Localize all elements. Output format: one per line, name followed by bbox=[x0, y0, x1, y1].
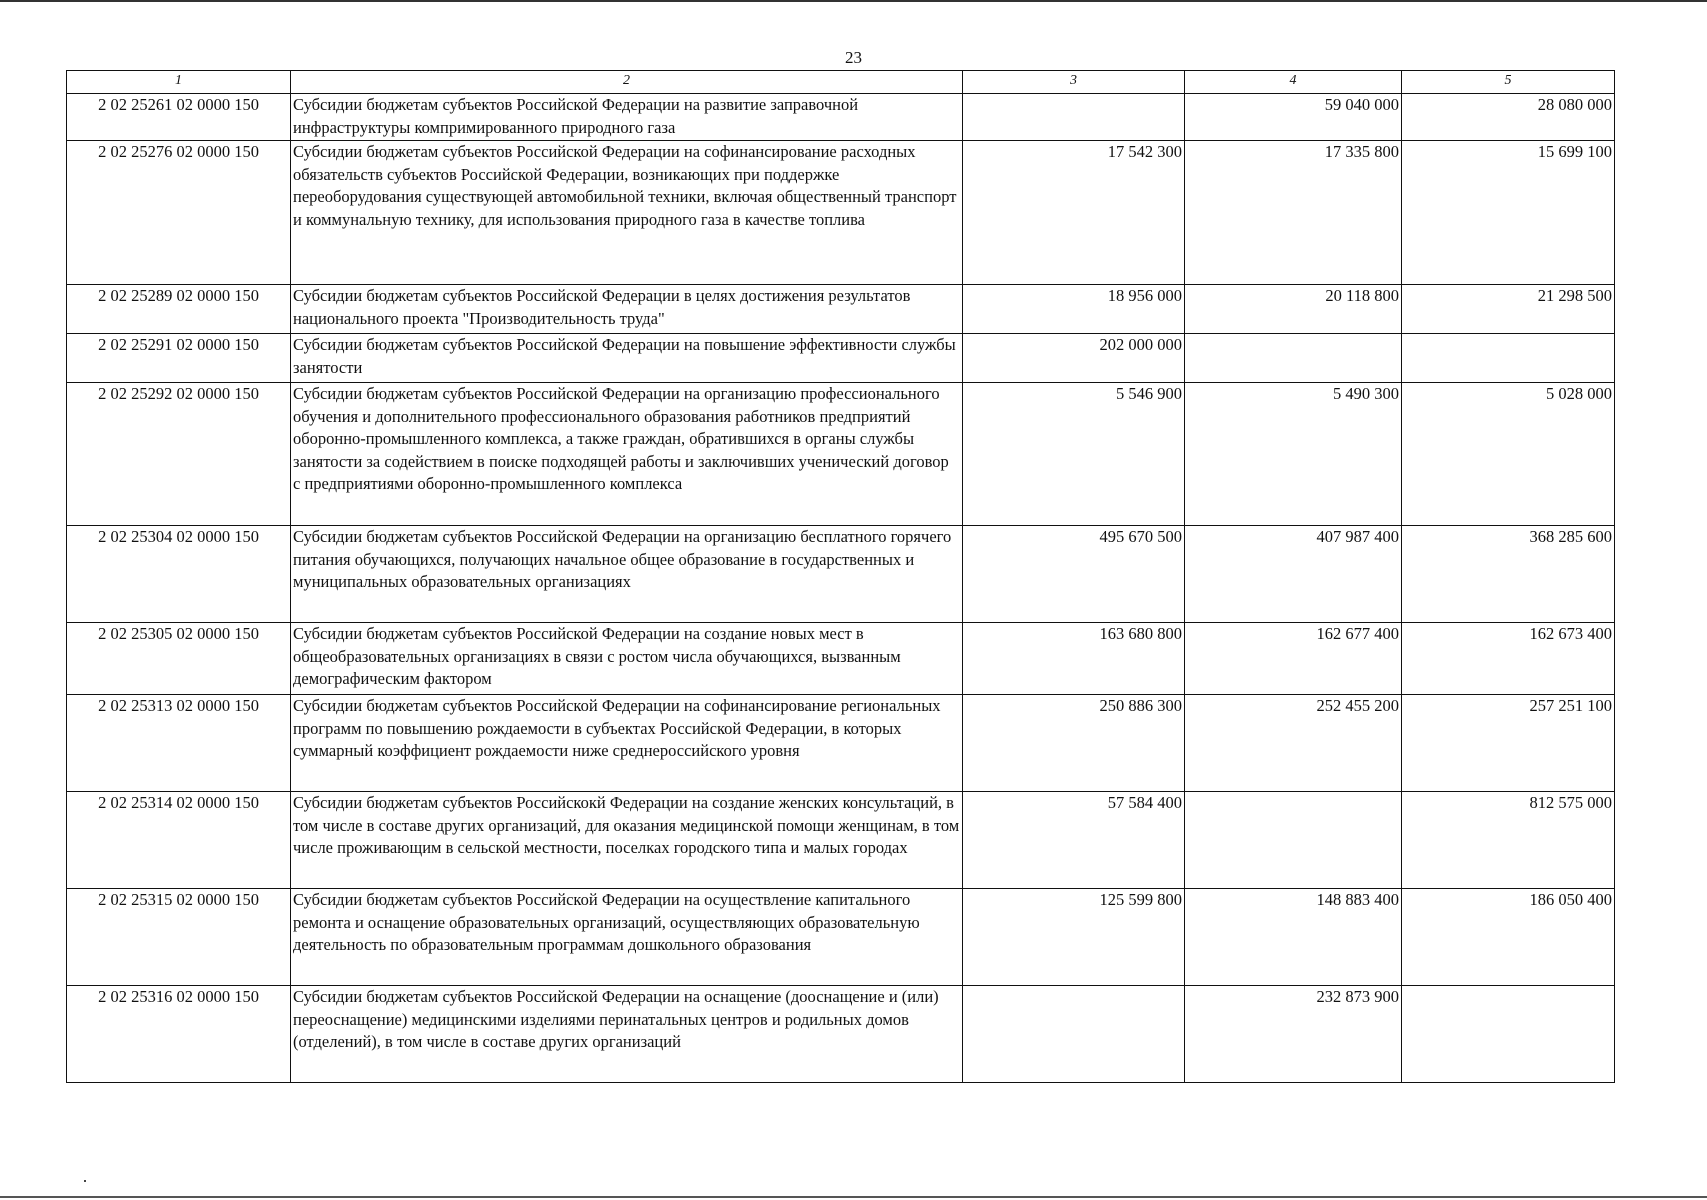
row-code: 2 02 25291 02 0000 150 bbox=[67, 334, 291, 383]
row-value-5: 368 285 600 bbox=[1402, 526, 1615, 623]
table-row bbox=[67, 334, 1615, 383]
table-row bbox=[67, 94, 1615, 141]
row-value-5: 5 028 000 bbox=[1402, 383, 1615, 526]
row-value-5 bbox=[1402, 986, 1615, 1083]
row-name: Субсидии бюджетам субъектов Российской Федерации на организацию бесплатного горячего питания обучающихся, получающих начальное общее образование в государственных и муниципальных образовательных организациях bbox=[291, 526, 963, 623]
row-value-3: 202 000 000 bbox=[963, 334, 1185, 383]
row-value-4: 232 873 900 bbox=[1185, 986, 1402, 1083]
page-number: 23 bbox=[845, 48, 862, 67]
row-value-5: 15 699 100 bbox=[1402, 141, 1615, 285]
row-value-4: 5 490 300 bbox=[1185, 383, 1402, 526]
row-value-3: 57 584 400 bbox=[963, 792, 1185, 889]
row-value-4: 162 677 400 bbox=[1185, 623, 1402, 695]
row-name: Субсидии бюджетам субъектов Российской Федерации в целях достижения результатов национального проекта "Производительность труда" bbox=[291, 285, 963, 334]
row-value-5: 21 298 500 bbox=[1402, 285, 1615, 334]
row-name: Субсидии бюджетам субъектов Российскокй Федерации на создание женских консультаций, в том числе в составе других организаций, для оказания медицинской помощи женщинам, в том числе проживающим в сельской местности, поселках городского типа и малых городах bbox=[291, 792, 963, 889]
row-code: 2 02 25304 02 0000 150 bbox=[67, 526, 291, 623]
table-row bbox=[67, 285, 1615, 334]
row-name: Субсидии бюджетам субъектов Российской Федерации на софинансирование региональных программ по повышению рождаемости в субъектах Российской Федерации, в которых суммарный коэффициент рождаемости ниже среднероссийского уровня bbox=[291, 695, 963, 792]
row-value-5: 812 575 000 bbox=[1402, 792, 1615, 889]
row-code: 2 02 25261 02 0000 150 bbox=[67, 94, 291, 141]
row-value-4: 59 040 000 bbox=[1185, 94, 1402, 141]
table-row bbox=[67, 383, 1615, 526]
row-code: 2 02 25289 02 0000 150 bbox=[67, 285, 291, 334]
row-value-3 bbox=[963, 94, 1185, 141]
column-header-1: 1 bbox=[67, 71, 291, 94]
row-value-4: 17 335 800 bbox=[1185, 141, 1402, 285]
row-name: Субсидии бюджетам субъектов Российской Федерации на организацию профессионального обучения и дополнительного профессионального образования работников предприятий оборонно-промышленного комплекса, а также граждан, обратившихся в органы службы занятости за содействием в поиске подходящей работы и заключивших ученический договор с предприятиями оборонно-промышленного комплекса bbox=[291, 383, 963, 526]
table-row bbox=[67, 986, 1615, 1083]
row-code: 2 02 25314 02 0000 150 bbox=[67, 792, 291, 889]
scan-speck bbox=[84, 1180, 86, 1182]
row-code: 2 02 25316 02 0000 150 bbox=[67, 986, 291, 1083]
row-value-5: 257 251 100 bbox=[1402, 695, 1615, 792]
column-header-5: 5 bbox=[1402, 71, 1615, 94]
row-name: Субсидии бюджетам субъектов Российской Федерации на создание новых мест в общеобразовательных организациях в связи с ростом числа обучающихся, вызванным демографическим фактором bbox=[291, 623, 963, 695]
row-name: Субсидии бюджетам субъектов Российской Федерации на софинансирование расходных обязательств субъектов Российской Федерации, возникающих при поддержке переоборудования существующей автомобильной техники, включая общественный транспорт и коммунальную технику, для использования природного газа в качестве топлива bbox=[291, 141, 963, 285]
column-header-3: 3 bbox=[963, 71, 1185, 94]
row-value-5 bbox=[1402, 334, 1615, 383]
row-value-3: 163 680 800 bbox=[963, 623, 1185, 695]
row-value-3: 5 546 900 bbox=[963, 383, 1185, 526]
budget-table bbox=[66, 70, 1615, 1083]
table-row bbox=[67, 889, 1615, 986]
row-value-4 bbox=[1185, 792, 1402, 889]
row-code: 2 02 25313 02 0000 150 bbox=[67, 695, 291, 792]
row-code: 2 02 25315 02 0000 150 bbox=[67, 889, 291, 986]
row-value-3: 250 886 300 bbox=[963, 695, 1185, 792]
table-row bbox=[67, 695, 1615, 792]
row-name: Субсидии бюджетам субъектов Российской Федерации на повышение эффективности службы занятости bbox=[291, 334, 963, 383]
scan-top-edge bbox=[0, 0, 1707, 2]
row-value-5: 186 050 400 bbox=[1402, 889, 1615, 986]
row-value-3: 17 542 300 bbox=[963, 141, 1185, 285]
row-value-5: 162 673 400 bbox=[1402, 623, 1615, 695]
table-row bbox=[67, 792, 1615, 889]
row-value-4: 407 987 400 bbox=[1185, 526, 1402, 623]
row-name: Субсидии бюджетам субъектов Российской Федерации на развитие заправочной инфраструктуры компримированного природного газа bbox=[291, 94, 963, 141]
row-value-3 bbox=[963, 986, 1185, 1083]
row-value-4: 148 883 400 bbox=[1185, 889, 1402, 986]
row-value-3: 495 670 500 bbox=[963, 526, 1185, 623]
row-value-5: 28 080 000 bbox=[1402, 94, 1615, 141]
column-header-4: 4 bbox=[1185, 71, 1402, 94]
row-code: 2 02 25305 02 0000 150 bbox=[67, 623, 291, 695]
row-code: 2 02 25276 02 0000 150 bbox=[67, 141, 291, 285]
header-row bbox=[67, 71, 1615, 94]
table-row bbox=[67, 623, 1615, 695]
row-code: 2 02 25292 02 0000 150 bbox=[67, 383, 291, 526]
row-value-4: 252 455 200 bbox=[1185, 695, 1402, 792]
column-header-2: 2 bbox=[291, 71, 963, 94]
row-name: Субсидии бюджетам субъектов Российской Федерации на осуществление капитального ремонта и оснащение образовательных организаций, осуществляющих образовательную деятельность по образовательным программам дошкольного образования bbox=[291, 889, 963, 986]
scan-bottom-edge bbox=[0, 1196, 1707, 1198]
table-row bbox=[67, 141, 1615, 285]
row-name: Субсидии бюджетам субъектов Российской Федерации на оснащение (дооснащение и (или) переоснащение) медицинскими изделиями перинатальных центров и родильных домов (отделений), в том числе в составе других организаций bbox=[291, 986, 963, 1083]
row-value-4: 20 118 800 bbox=[1185, 285, 1402, 334]
row-value-4 bbox=[1185, 334, 1402, 383]
row-value-3: 18 956 000 bbox=[963, 285, 1185, 334]
row-value-3: 125 599 800 bbox=[963, 889, 1185, 986]
table-row bbox=[67, 526, 1615, 623]
